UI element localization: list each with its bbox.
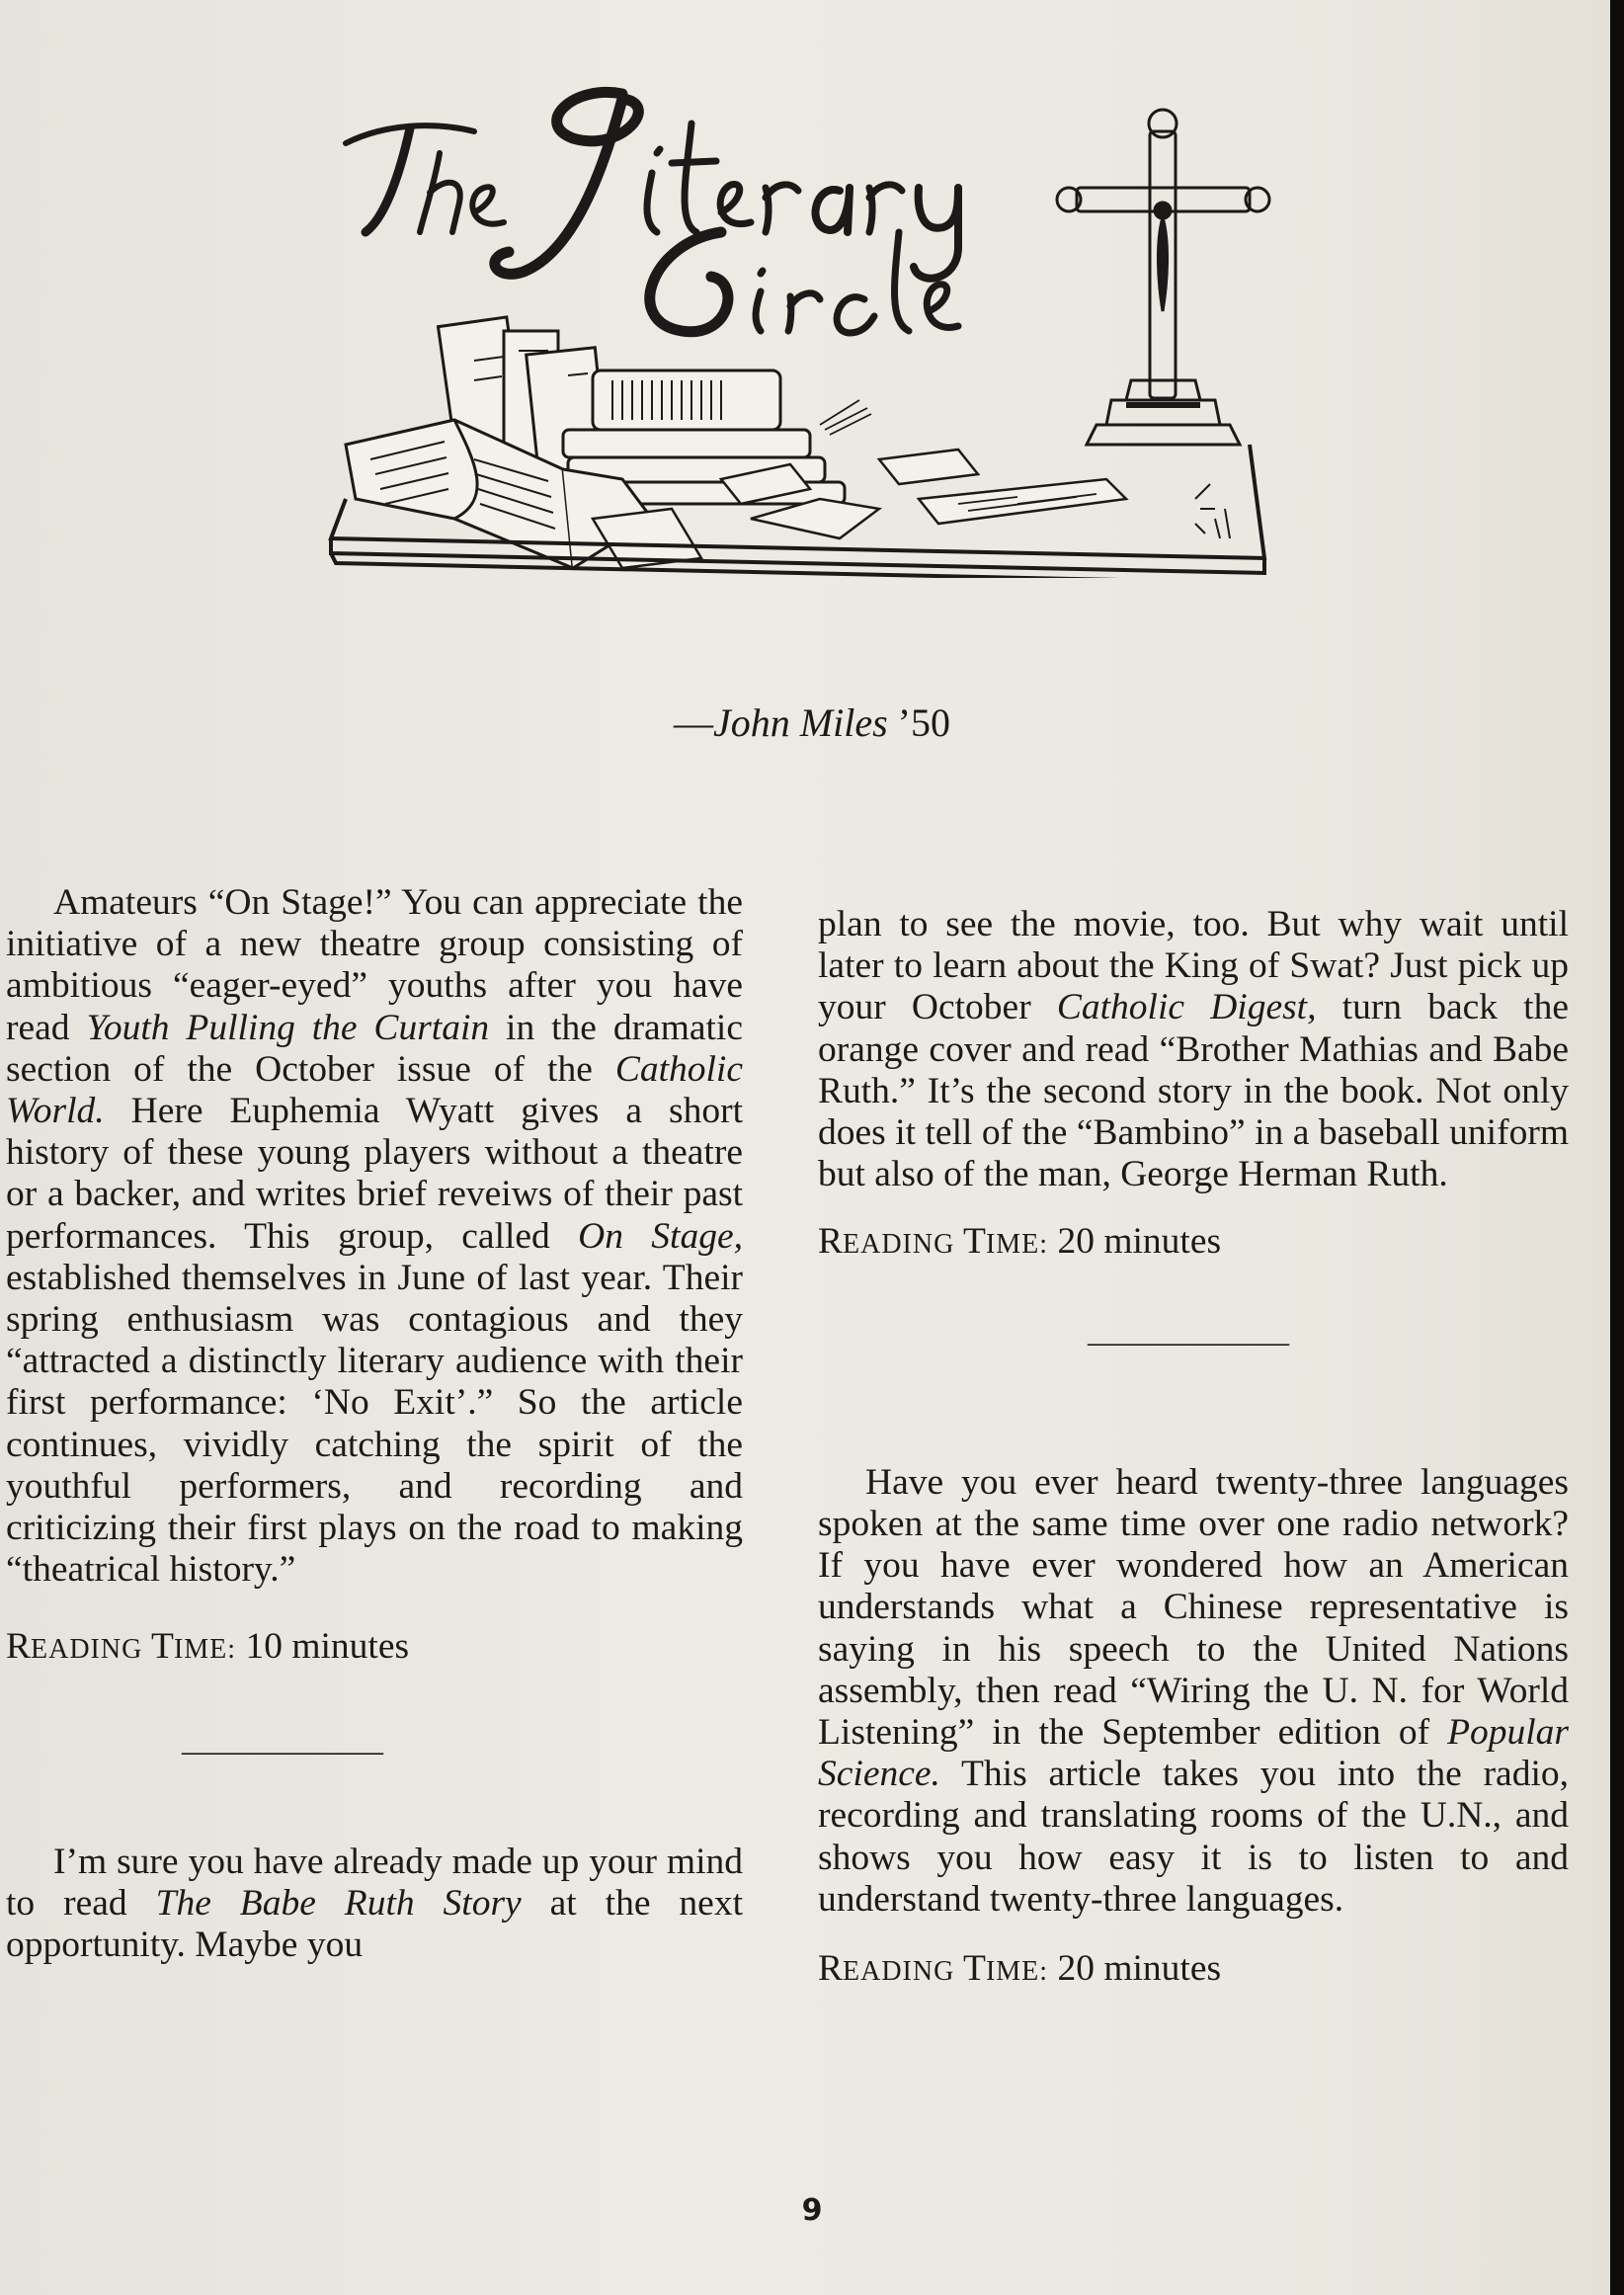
italic-title-text: Catholic Digest, [1056, 987, 1317, 1028]
article-paragraph-babe-ruth-continued [818, 904, 1569, 1195]
page-edge-shadow [1610, 0, 1624, 2295]
right-column [818, 904, 1569, 1993]
italic-title-text: Popular Science. [818, 1712, 1569, 1795]
body-text: turn back the orange cover and read “Brother Mathias and Babe Ruth.” It’s the second story in the book. Not only does it tell of the “Bambino” in a baseball uniform but also of the man, George Herman Ruth. [818, 987, 1570, 1195]
byline-dash: — [674, 700, 714, 745]
body-text: established themselves in June of last year. Their spring enthusiasm was contagious and they “attracted a distinctly literary audience with their first performance: ‘No Exit’.” So the article continues, vividly catching the spirit of the youthful performers, and recording and criticizing their first plays on the road to making “theatrical history.” [6, 1257, 743, 1591]
section-divider: —————— [1088, 1323, 1289, 1360]
italic-title-text: On Stage, [578, 1215, 743, 1257]
italic-title-text: The Babe Ruth Story [155, 1883, 522, 1925]
literary-circle-drawing [326, 84, 1274, 578]
body-text: Amateurs “On Stage!” You can appreciate the initiative of a new theatre group consisting of ambitious “eager-eyed” youths after you have read [6, 882, 743, 1048]
header-illustration [326, 84, 1274, 578]
reading-time-value: 20 minutes [1057, 1948, 1222, 1990]
italic-title-text: Catholic World. [6, 1048, 743, 1132]
reading-time-value: 20 minutes [1057, 1221, 1222, 1263]
body-text: in the dramatic section of the October issue of the [6, 1007, 743, 1090]
body-text: Here Euphemia Wyatt gives a short history of these young players without a theatre or a backer, and writes brief reveiws of their past performances. This group, called [6, 1091, 743, 1257]
article-paragraph-babe-ruth [6, 1842, 743, 1967]
byline-year: ’50 [887, 700, 950, 745]
italic-title-text: Youth Pulling the Curtain [86, 1007, 490, 1048]
body-text: plan to see the movie, too. But why wait until later to learn about the King of Swat? Just pick up your October [818, 904, 1569, 1028]
reading-time-babe-ruth: READING TIME: 20 minutes [818, 1221, 1222, 1263]
article-paragraph-un [818, 1462, 1569, 1921]
body-text: Have you ever heard twenty-three languages spoken at the same time over one radio network? If you have ever wondered how an American understands what a Chinese representative is saying in his speech to the United Nations assembly, then read “Wiring the U. N. for World Listening” in the September edition of [818, 1461, 1569, 1754]
body-text: I’m sure you have already made up your mind to read [6, 1841, 743, 1925]
section-divider: —————— [182, 1732, 383, 1769]
reading-time-value: 10 minutes [245, 1626, 410, 1668]
body-text: This article takes you into the radio, recording and translating rooms of the U.N., and shows you how easy it is to listen to and understand twenty-three languages. [818, 1754, 1569, 1920]
article-paragraph-theatre [6, 882, 743, 1591]
byline-name: John Miles [713, 700, 888, 745]
body-text: at the next opportunity. Maybe you [6, 1883, 743, 1966]
reading-time-un: READING TIME: 20 minutes [818, 1948, 1222, 1990]
left-column [6, 882, 743, 1966]
reading-time-theatre: READING TIME: 10 minutes [6, 1626, 410, 1668]
page-number: 9 [801, 2193, 823, 2228]
byline [0, 699, 1624, 746]
